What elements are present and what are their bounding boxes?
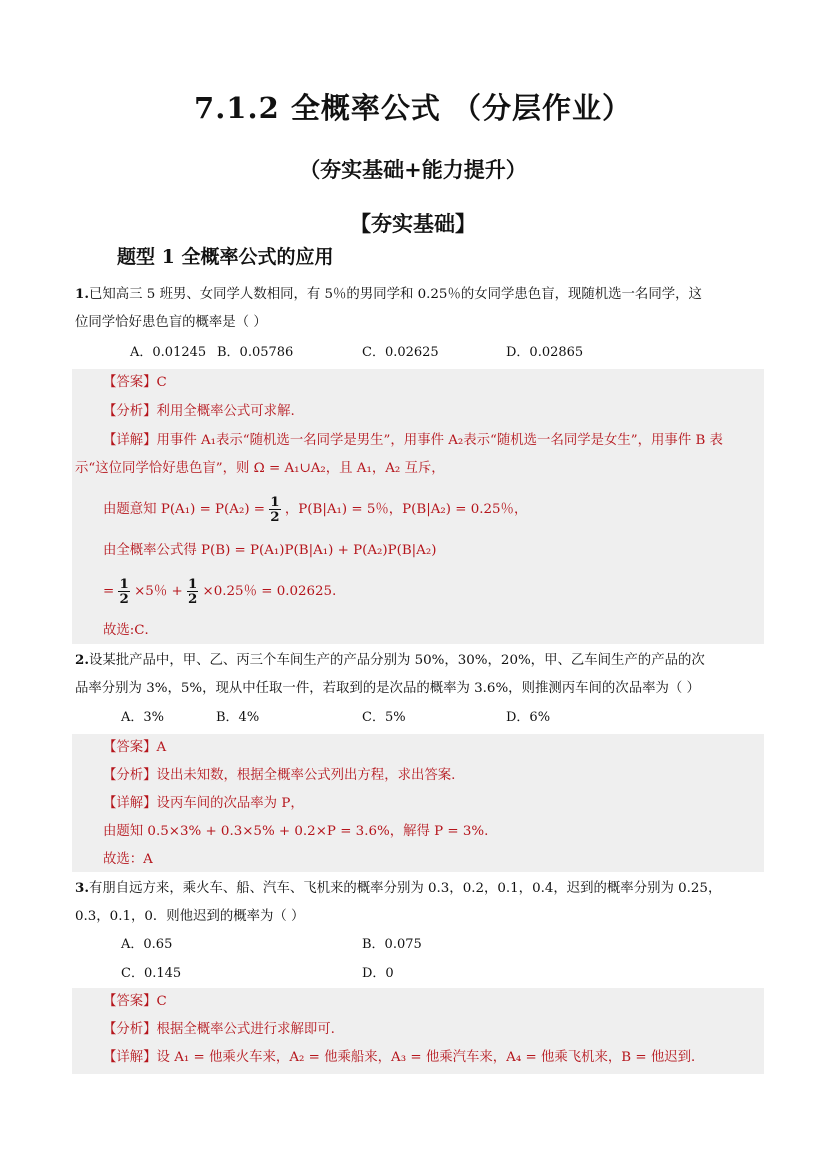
q1-option-a: A．0.01245 [130, 345, 207, 360]
frac-num: 1 [187, 576, 198, 592]
question-2 [75, 646, 765, 703]
question-2-line-1 [75, 646, 765, 675]
q1-conclusion: 故选:C． [103, 623, 158, 638]
frac-num: 1 [119, 576, 129, 592]
question-3-text-1: 有朋自远方来，乘火车、船、汽车、飞机来的概率分别为 0.3，0.2，0.1，0.4，迟到的概率分别为 0.25， [88, 881, 722, 896]
question-type-heading: 题型 1 全概率公式的应用 [117, 246, 334, 268]
question-1-options [130, 341, 730, 361]
frac-den: 2 [187, 591, 198, 607]
q2-solution-box [72, 734, 764, 872]
q1-option-c: C．0.02625 [362, 345, 439, 360]
page-title: 7.1.2 全概率公式 （分层作业） [194, 91, 632, 125]
question-2-text-2: 品率分别为 3%，5%，现从中任取一件，若取到的是次品的概率为 3.6%，则推测丙车间的次品率为（ ） [75, 681, 700, 696]
q2-option-b: B．4% [216, 710, 260, 725]
q1-detail-5-a: = [103, 584, 119, 599]
question-1-text-1: 已知高三 5 班男、女同学人数相同，有 5％的男同学和 0.25％的女同学患色盲，现随机选一名同学，这 [88, 287, 702, 302]
q1-detail-5-c: ×0.25％ = 0.02625． [202, 584, 346, 599]
question-3-text-2: 0.3，0.1，0．则他迟到的概率为（ ） [75, 909, 305, 924]
q1-fraction-half [269, 495, 280, 524]
page-subtitle: （夯实基础+能力提升） [299, 157, 527, 182]
q1-detail-4: 由全概率公式得 P(B) = P(A₁)P(B|A₁) + P(A₂)P(B|A₂) [103, 543, 437, 558]
q1-option-b: B．0.05786 [217, 345, 294, 360]
q3-option-b: B．0.075 [362, 937, 422, 952]
q2-detail-1: 【详解】设丙车间的次品率为 P， [103, 796, 304, 811]
question-3 [75, 874, 765, 931]
question-2-options [121, 706, 721, 726]
q1-detail-2: 示“这位同学恰好患色盲”，则 Ω = A₁∪A₂，且 A₁，A₂ 互斥， [75, 461, 445, 476]
q1-option-d: D．0.02865 [506, 345, 584, 360]
q3-solution-box [72, 988, 764, 1074]
frac-den: 2 [119, 591, 129, 607]
q3-option-a: A．0.65 [121, 937, 173, 952]
question-3-options [121, 933, 721, 983]
q1-detail-3-prefix: 由题意知 P(A₁) = P(A₂) = [103, 502, 266, 517]
q2-option-d: D．6% [506, 710, 551, 725]
q1-fraction-half-3 [187, 577, 198, 606]
q3-answer: 【答案】C [103, 994, 167, 1009]
q3-detail-1: 【详解】设 A₁ = 他乘火车来，A₂ = 他乘船来，A₃ = 他乘汽车来，A₄ = 他乘飞机来，B = 他迟到． [103, 1050, 705, 1065]
question-2-number: 2. [75, 652, 89, 668]
q1-analysis: 【分析】利用全概率公式可求解. [103, 404, 295, 419]
q2-conclusion: 故选：A [103, 852, 153, 867]
question-3-number: 3. [75, 880, 89, 896]
q1-detail-3-suffix: ，P(B|A₁) = 5％，P(B|A₂) = 0.25％， [284, 502, 528, 517]
q3-analysis: 【分析】根据全概率公式进行求解即可. [103, 1022, 335, 1037]
question-1-line-1 [75, 280, 765, 309]
frac-den: 2 [270, 509, 280, 525]
question-2-text-1: 设某批产品中，甲、乙、丙三个车间生产的产品分别为 50%，30%，20%，甲、乙车间生产的产品的次 [88, 653, 705, 668]
section-heading: 【夯实基础】 [350, 211, 476, 236]
question-1-text-2: 位同学恰好患色盲的概率是（ ） [75, 315, 267, 330]
question-3-line-1 [75, 874, 765, 903]
q2-option-c: C．5% [362, 710, 406, 725]
q2-answer: 【答案】A [103, 740, 167, 755]
q1-answer: 【答案】C [103, 375, 167, 390]
q3-option-c: C．0.145 [121, 966, 182, 981]
q1-fraction-half-2 [118, 577, 129, 606]
q2-detail-2: 由题知 0.5×3% + 0.3×5% + 0.2×P = 3.6%，解得 P = 3%. [103, 824, 489, 839]
q1-detail-5-b: ×5％ + [134, 584, 187, 599]
q1-detail-3 [103, 495, 527, 524]
frac-num: 1 [270, 494, 280, 510]
question-1 [75, 280, 765, 337]
q3-option-d: D．0 [362, 966, 394, 981]
q2-analysis: 【分析】设出未知数，根据全概率公式列出方程，求出答案. [103, 768, 456, 783]
q1-detail-5 [103, 577, 345, 606]
question-1-number: 1. [75, 286, 89, 302]
q1-detail-1: 【详解】用事件 A₁表示“随机选一名同学是男生”，用事件 A₂表示“随机选一名同学是女生”，用事件 B 表 [103, 433, 723, 448]
q1-solution-box [72, 369, 764, 644]
q2-option-a: A．3% [121, 710, 165, 725]
